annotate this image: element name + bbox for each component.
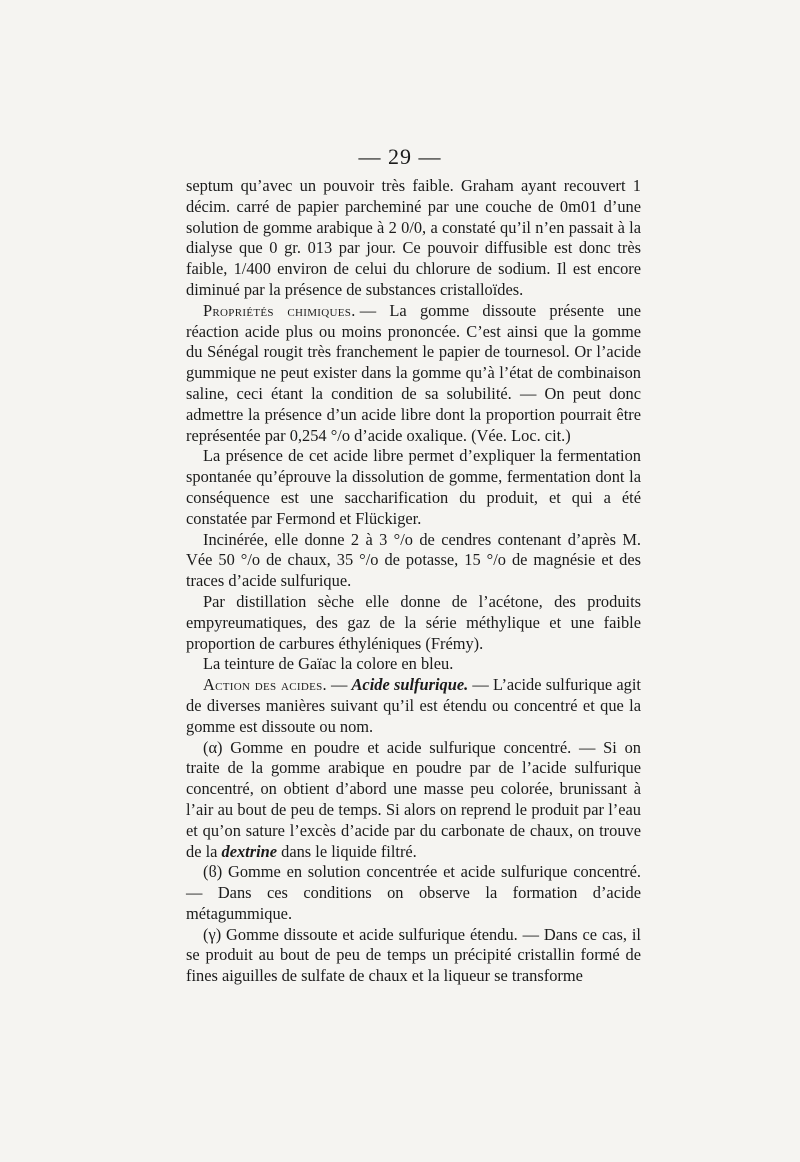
paragraph-text: dans le liquide filtré. bbox=[281, 841, 417, 861]
paragraph-text: — La gomme dissoute présente une réaction acide plus ou moins prononcée. C’est ainsi que la gomme du Sénégal rougit très franchement le papier de tournesol. Or l’acide gummique ne peut exister dans la gomme qu’à l’état de combinaison saline, ceci étant la condition de sa solubilité. — On peut donc admettre la présence d’un acide libre dont la proportion pourrait être représentée par 0,254 °/o d’acide oxalique. (Vée. Loc. cit.) bbox=[186, 300, 641, 445]
paragraph: septum qu’avec un pouvoir très faible. Graham ayant recouvert 1 décim. carré de papier parcheminé par une couche de 0m01 d’une solution de gomme arabique à 2 0/0, a constaté qu’il n’en passait à la dialyse que 0 gr. 013 par jour. Ce pouvoir diffusible est donc très faible, 1/400 environ de celui du chlorure de sodium. Il est encore diminué par la présence de substances cristalloïdes. bbox=[186, 176, 641, 299]
italic-term: dextrine bbox=[221, 841, 278, 861]
section-heading: Propriétés chimiques. bbox=[203, 300, 356, 320]
paragraph-chemical-properties bbox=[186, 301, 641, 447]
paragraph-gamma: (γ) Gomme dissoute et acide sulfurique étendu. — Dans ce cas, il se produit au bout de peu de temps un précipité cristallin formé de fines aiguilles de sulfate de chaux et la liqueur se transforme bbox=[186, 924, 641, 986]
paragraph-text: (α) Gomme en poudre et acide sulfurique concentré. — Si on traite de la gomme arabique en poudre par de l’acide sulfurique concentré, on obtient d’abord une masse peu colorée, brunissant à l’air au bout de peu de temps. Si alors on reprend le produit par l’eau et qu’on sature l’excès d’acide par du carbonate de chaux, on trouve de la bbox=[186, 737, 641, 861]
paragraph-beta: (ϐ) Gomme en solution concentrée et acide sulfurique concentré.— Dans ces conditions on observe la formation d’acide métagummique. bbox=[186, 862, 641, 923]
paragraph-acid-action bbox=[186, 675, 641, 737]
paragraph-text: — L’acide sulfurique agit de diverses manières suivant qu’il est étendu ou concentré et que la gomme est dissoute ou nom. bbox=[186, 675, 641, 736]
paragraph: La présence de cet acide libre permet d’expliquer la fermentation spontanée qu’éprouve la dissolution de gomme, fermentation dont la conséquence est une saccharification du produit, et qui a été constatée par Fermond et Flückiger. bbox=[186, 446, 641, 528]
paragraph: La teinture de Gaïac la colore en bleu. bbox=[203, 654, 454, 674]
dash: — bbox=[331, 675, 348, 695]
body-text bbox=[186, 176, 641, 987]
paragraph-alpha bbox=[186, 738, 641, 863]
paragraph: Par distillation sèche elle donne de l’acétone, des produits empyreumatiques, des gaz de la série méthylique et une faible proportion de carbures éthyléniques (Frémy). bbox=[186, 591, 641, 653]
page-number: — 29 — bbox=[358, 144, 442, 169]
subheading-italic: Acide sulfurique. bbox=[351, 675, 469, 695]
section-heading: Action des acides. bbox=[203, 675, 327, 695]
paragraph: Incinérée, elle donne 2 à 3 °/o de cendres contenant d’après M. Vée 50 °/o de chaux, 35 °/o de potasse, 15 °/o de magnésie et des traces d’acide sulfurique. bbox=[186, 529, 641, 591]
